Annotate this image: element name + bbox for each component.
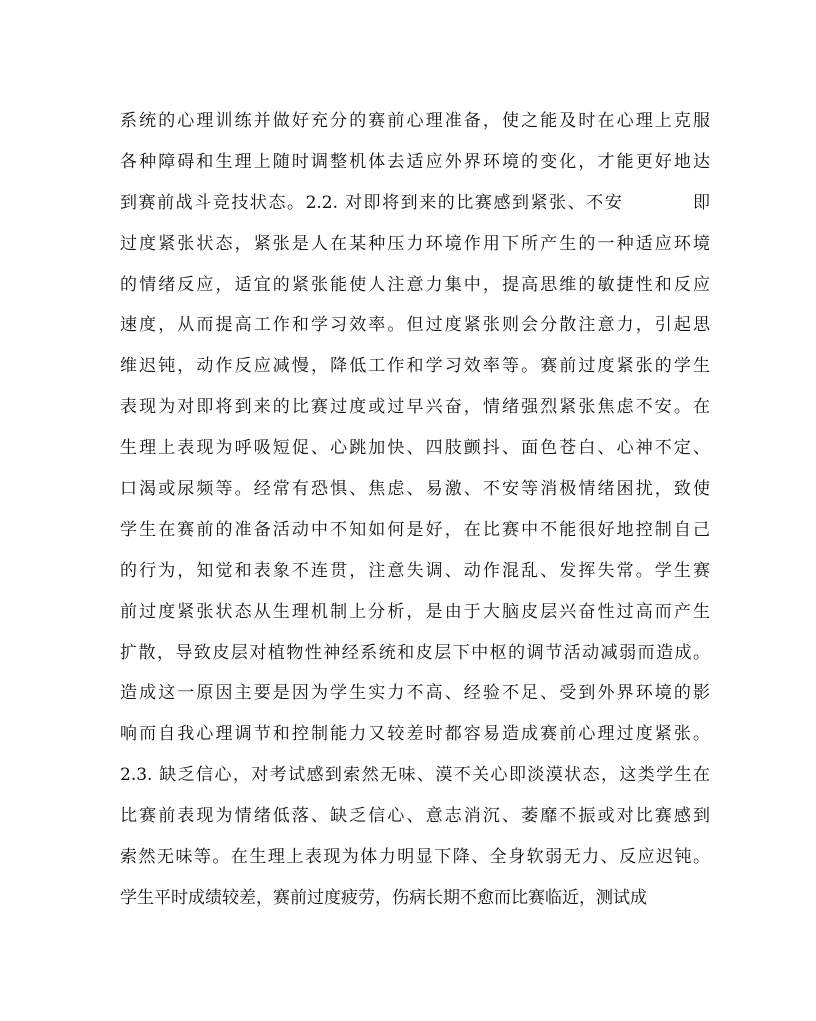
text-line: 速度，从而提高工作和学习效率。但过度紧张则会分散注意力，引起思	[120, 315, 710, 336]
text-line: 系统的心理训练并做好充分的赛前心理准备，使之能及时在心理上克服	[120, 111, 710, 131]
text-line: 学生平时成绩较差，赛前过度疲劳，伤病长期不愈而比赛临近，测试成	[120, 887, 647, 908]
text-line: 表现为对即将到来的比赛过度或过早兴奋，情绪强烈紧张焦虑不安。在	[120, 397, 710, 418]
text-line: 口渴或尿频等。经常有恐惧、焦虑、易激、不安等消极情绪困扰，致使	[120, 479, 710, 500]
text-line: 前过度紧张状态从生理机制上分析，是由于大脑皮层兴奋性过高而产生	[120, 601, 710, 622]
text-line: 各种障碍和生理上随时调整机体去适应外界环境的变化，才能更好地达	[120, 151, 710, 172]
text-line: 索然无味等。在生理上表现为体力明显下降、全身软弱无力、反应迟钝。	[120, 847, 710, 868]
text-line: 响而自我心理调节和控制能力又较差时都容易造成赛前心理过度紧张。	[120, 724, 710, 745]
text-line: 的情绪反应，适宜的紧张能使人注意力集中，提高思维的敏捷性和反应	[120, 274, 710, 295]
text-line: 维迟钝，动作反应减慢，降低工作和学习效率等。赛前过度紧张的学生	[120, 356, 710, 377]
text-line: 扩散，导致皮层对植物性神经系统和皮层下中枢的调节活动减弱而造成。	[120, 642, 710, 663]
text-line: 到赛前战斗竞技状态。2.2. 对即将到来的比赛感到紧张、不安 即	[120, 192, 710, 213]
text-line: 过度紧张状态，紧张是人在某种压力环境作用下所产生的一种适应环境	[120, 233, 710, 254]
text-line: 造成这一原因主要是因为学生实力不高、经验不足、受到外界环境的影	[120, 683, 710, 704]
text-line: 生理上表现为呼吸短促、心跳加快、四肢颤抖、面色苍白、心神不定、	[120, 438, 710, 459]
text-line: 2.3. 缺乏信心，对考试感到索然无味、漠不关心即淡漠状态，这类学生在	[120, 765, 710, 786]
text-line: 学生在赛前的准备活动中不知如何是好，在比赛中不能很好地控制自己	[120, 519, 710, 540]
body-text	[120, 101, 710, 919]
text-line: 比赛前表现为情绪低落、缺乏信心、意志消沉、萎靡不振或对比赛感到	[120, 806, 710, 827]
text-line: 的行为，知觉和表象不连贯，注意失调、动作混乱、发挥失常。学生赛	[120, 560, 710, 581]
